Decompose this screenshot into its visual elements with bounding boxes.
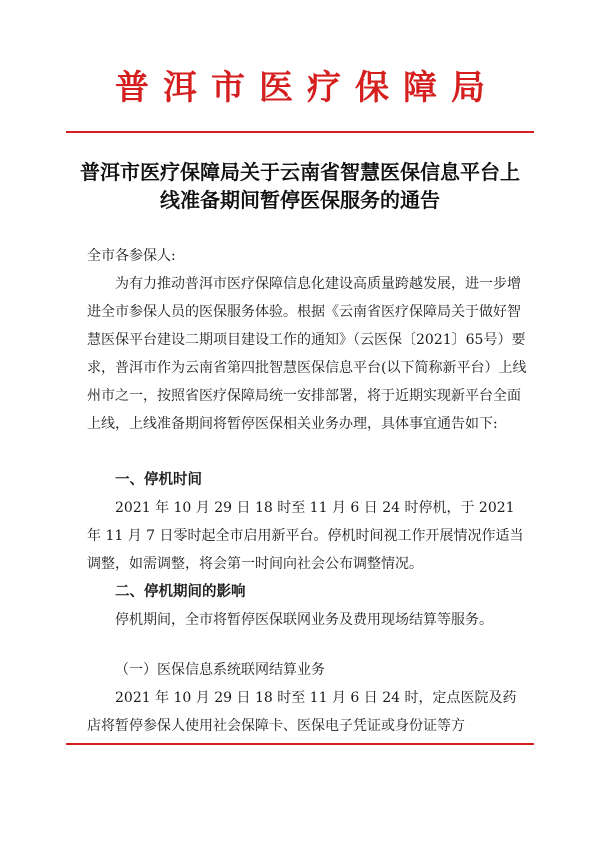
- subsection-heading-settlement: （一）医保信息系统联网结算业务: [115, 662, 325, 678]
- settlement-paragraph: 2021 年 10 月 29 日 18 时至 11 月 6 日 24 时，定点医院及药店将暂停参保人使用社会保障卡、医保电子凭证或身份证等方: [87, 690, 517, 734]
- downtime-paragraph: 2021 年 10 月 29 日 18 时至 11 月 6 日 24 时停机，于 2021 年 11 月 7 日零时起全市启用新平台。停机时间视工作开展情况作适当调整，如需调整，将会第一时间向社会公布调整情况。: [87, 500, 524, 572]
- footer-divider: [66, 743, 534, 745]
- section-heading-downtime: 一、停机时间: [115, 472, 202, 488]
- impact-paragraph: 停机期间，全市将暂停医保联网业务及费用现场结算等服务。: [115, 612, 493, 628]
- agency-letterhead: 普洱市医疗保障局: [115, 68, 499, 108]
- salutation: 全市各参保人:: [87, 248, 176, 264]
- section-heading-impact: 二、停机期间的影响: [115, 584, 246, 600]
- notice-title: 普洱市医疗保障局关于云南省智慧医保信息平台上线准备期间暂停医保服务的通告: [80, 160, 520, 212]
- intro-paragraph: 为有力推动普洱市医疗保障信息化建设高质量跨越发展，进一步增进全市参保人员的医保服务体验。根据《云南省医疗保障局关于做好智慧医保平台建设二期项目建设工作的通知》（云医保〔2021〕65号）要求，普洱市作为云南省第四批智慧医保信息平台(以下简称新平台）上线州市之一，按照省医疗保障局统一安排部署，将于近期实现新平台全面上线，上线准备期间将暂停医保相关业务办理，具体事宜通告如下:: [87, 276, 527, 432]
- letterhead-divider: [66, 131, 534, 133]
